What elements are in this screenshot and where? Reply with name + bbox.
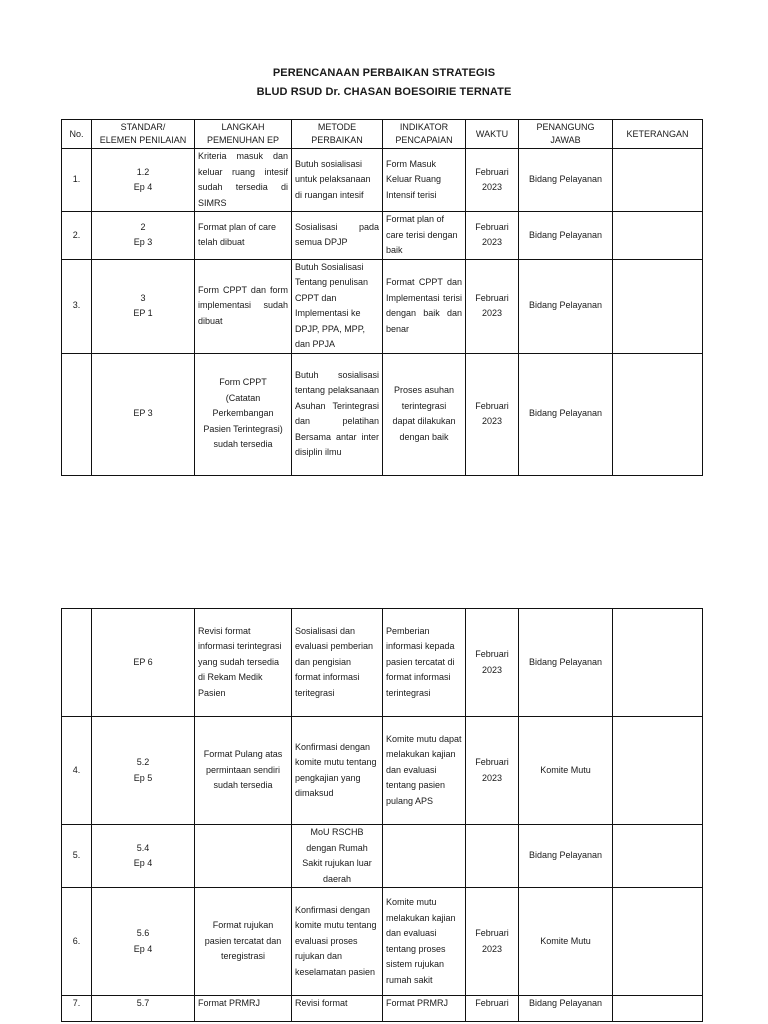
document-title: PERENCANAAN PERBAIKAN STRATEGIS [272, 67, 496, 79]
cell-no: 3. [62, 259, 92, 353]
column-header: KETERANGAN [613, 120, 703, 149]
cell-no: 2. [62, 212, 92, 260]
column-header: WAKTU [466, 120, 519, 149]
cell-penanggung-jawab: Komite Mutu [519, 717, 613, 825]
table-row [62, 259, 703, 353]
cell-langkah: Format Pulang atas permintaan sendiri sudah tersedia [195, 717, 292, 825]
cell-penanggung-jawab: Bidang Pelayanan [519, 212, 613, 260]
column-header: STANDAR/ ELEMEN PENILAIAN [92, 120, 195, 149]
cell-metode: Butuh Sosialisasi Tentang penulisan CPPT dan Implementasi ke DPJP, PPA, MPP, dan PPJA [292, 259, 383, 353]
cell-no: 7. [62, 996, 92, 1022]
cell-standar: 3 EP 1 [92, 259, 195, 353]
cell-keterangan [613, 353, 703, 475]
cell-keterangan [613, 149, 703, 212]
table-row [62, 149, 703, 212]
column-header: LANGKAH PEMENUHAN EP [195, 120, 292, 149]
cell-waktu [466, 825, 519, 888]
cell-langkah: Kriteria masuk dan keluar ruang intesif sudah tersedia di SIMRS [195, 149, 292, 212]
cell-no [62, 353, 92, 475]
cell-metode: Butuh sosialisasi untuk pelaksanaan di ruangan intesif [292, 149, 383, 212]
cell-indikator: Pemberian informasi kepada pasien tercatat di format informasi terintegrasi [383, 609, 466, 717]
cell-standar: EP 3 [92, 353, 195, 475]
cell-penanggung-jawab: Bidang Pelayanan [519, 609, 613, 717]
cell-langkah: Form CPPT dan form implementasi sudah dibuat [195, 259, 292, 353]
cell-standar: 5.4 Ep 4 [92, 825, 195, 888]
cell-waktu: Februari 2023 [466, 259, 519, 353]
cell-waktu: Februari 2023 [466, 353, 519, 475]
cell-keterangan [613, 996, 703, 1022]
cell-no: 4. [62, 717, 92, 825]
cell-metode: MoU RSCHB dengan Rumah Sakit rujukan luar daerah [292, 825, 383, 888]
cell-indikator: Komite mutu melakukan kajian dan evaluasi tentang proses sistem rujukan rumah sakit [383, 888, 466, 996]
cell-indikator: Format PRMRJ [383, 996, 466, 1022]
cell-standar: 5.2 Ep 5 [92, 717, 195, 825]
table-row [62, 609, 703, 717]
cell-langkah: Form CPPT (Catatan Perkembangan Pasien Terintegrasi) sudah tersedia [195, 353, 292, 475]
cell-waktu: Februari 2023 [466, 212, 519, 260]
cell-keterangan [613, 212, 703, 260]
cell-indikator: Format plan of care terisi dengan baik [383, 212, 466, 260]
cell-standar: 2 Ep 3 [92, 212, 195, 260]
cell-waktu: Februari 2023 [466, 888, 519, 996]
cell-indikator: Proses asuhan terintegrasi dapat dilakukan dengan baik [383, 353, 466, 475]
column-header: METODE PERBAIKAN [292, 120, 383, 149]
cell-standar: 1.2 Ep 4 [92, 149, 195, 212]
cell-metode: Konfirmasi dengan komite mutu tentang pengkajian yang dimaksud [292, 717, 383, 825]
cell-metode: Sosialisasi dan evaluasi pemberian dan pengisian format informasi teritegrasi [292, 609, 383, 717]
cell-penanggung-jawab: Bidang Pelayanan [519, 996, 613, 1022]
cell-keterangan [613, 717, 703, 825]
column-header: INDIKATOR PENCAPAIAN [383, 120, 466, 149]
cell-no: 6. [62, 888, 92, 996]
cell-keterangan [613, 259, 703, 353]
document-subtitle: BLUD RSUD Dr. CHASAN BOESOIRIE TERNATE [256, 86, 512, 98]
cell-waktu: Februari [466, 996, 519, 1022]
cell-keterangan [613, 609, 703, 717]
cell-penanggung-jawab: Bidang Pelayanan [519, 353, 613, 475]
cell-standar: 5.6 Ep 4 [92, 888, 195, 996]
cell-no: 1. [62, 149, 92, 212]
cell-indikator: Format CPPT dan Implementasi terisi dengan baik dan benar [383, 259, 466, 353]
cell-no [62, 609, 92, 717]
cell-metode: Sosialisasi pada semua DPJP [292, 212, 383, 260]
cell-keterangan [613, 888, 703, 996]
cell-penanggung-jawab: Komite Mutu [519, 888, 613, 996]
table-row [62, 212, 703, 260]
cell-metode: Konfirmasi dengan komite mutu tentang evaluasi proses rujukan dan keselamatan pasien [292, 888, 383, 996]
cell-langkah: Format plan of care telah dibuat [195, 212, 292, 260]
cell-waktu: Februari 2023 [466, 717, 519, 825]
cell-keterangan [613, 825, 703, 888]
column-header: PENANGUNG JAWAB [519, 120, 613, 149]
strategy-table-page1 [61, 119, 703, 476]
cell-langkah: Format PRMRJ [195, 996, 292, 1022]
cell-langkah [195, 825, 292, 888]
strategy-table-page2 [61, 608, 703, 1022]
cell-waktu: Februari 2023 [466, 609, 519, 717]
cell-metode: Butuh sosialisasi tentang pelaksanaan Asuhan Terintegrasi dan pelatihan Bersama antar inter disiplin ilmu [292, 353, 383, 475]
column-header: No. [62, 120, 92, 149]
cell-langkah: Format rujukan pasien tercatat dan teregistrasi [195, 888, 292, 996]
cell-penanggung-jawab: Bidang Pelayanan [519, 825, 613, 888]
cell-no: 5. [62, 825, 92, 888]
table-row [62, 996, 703, 1022]
cell-standar: 5.7 [92, 996, 195, 1022]
cell-indikator: Komite mutu dapat melakukan kajian dan evaluasi tentang pasien pulang APS [383, 717, 466, 825]
cell-indikator [383, 825, 466, 888]
table-row [62, 888, 703, 996]
cell-langkah: Revisi format informasi terintegrasi yang sudah tersedia di Rekam Medik Pasien [195, 609, 292, 717]
table-row [62, 717, 703, 825]
cell-penanggung-jawab: Bidang Pelayanan [519, 259, 613, 353]
cell-standar: EP 6 [92, 609, 195, 717]
cell-penanggung-jawab: Bidang Pelayanan [519, 149, 613, 212]
table-row [62, 353, 703, 475]
table-row [62, 825, 703, 888]
cell-waktu: Februari 2023 [466, 149, 519, 212]
table-header-row [62, 120, 703, 149]
cell-metode: Revisi format [292, 996, 383, 1022]
cell-indikator: Form Masuk Keluar Ruang Intensif terisi [383, 149, 466, 212]
